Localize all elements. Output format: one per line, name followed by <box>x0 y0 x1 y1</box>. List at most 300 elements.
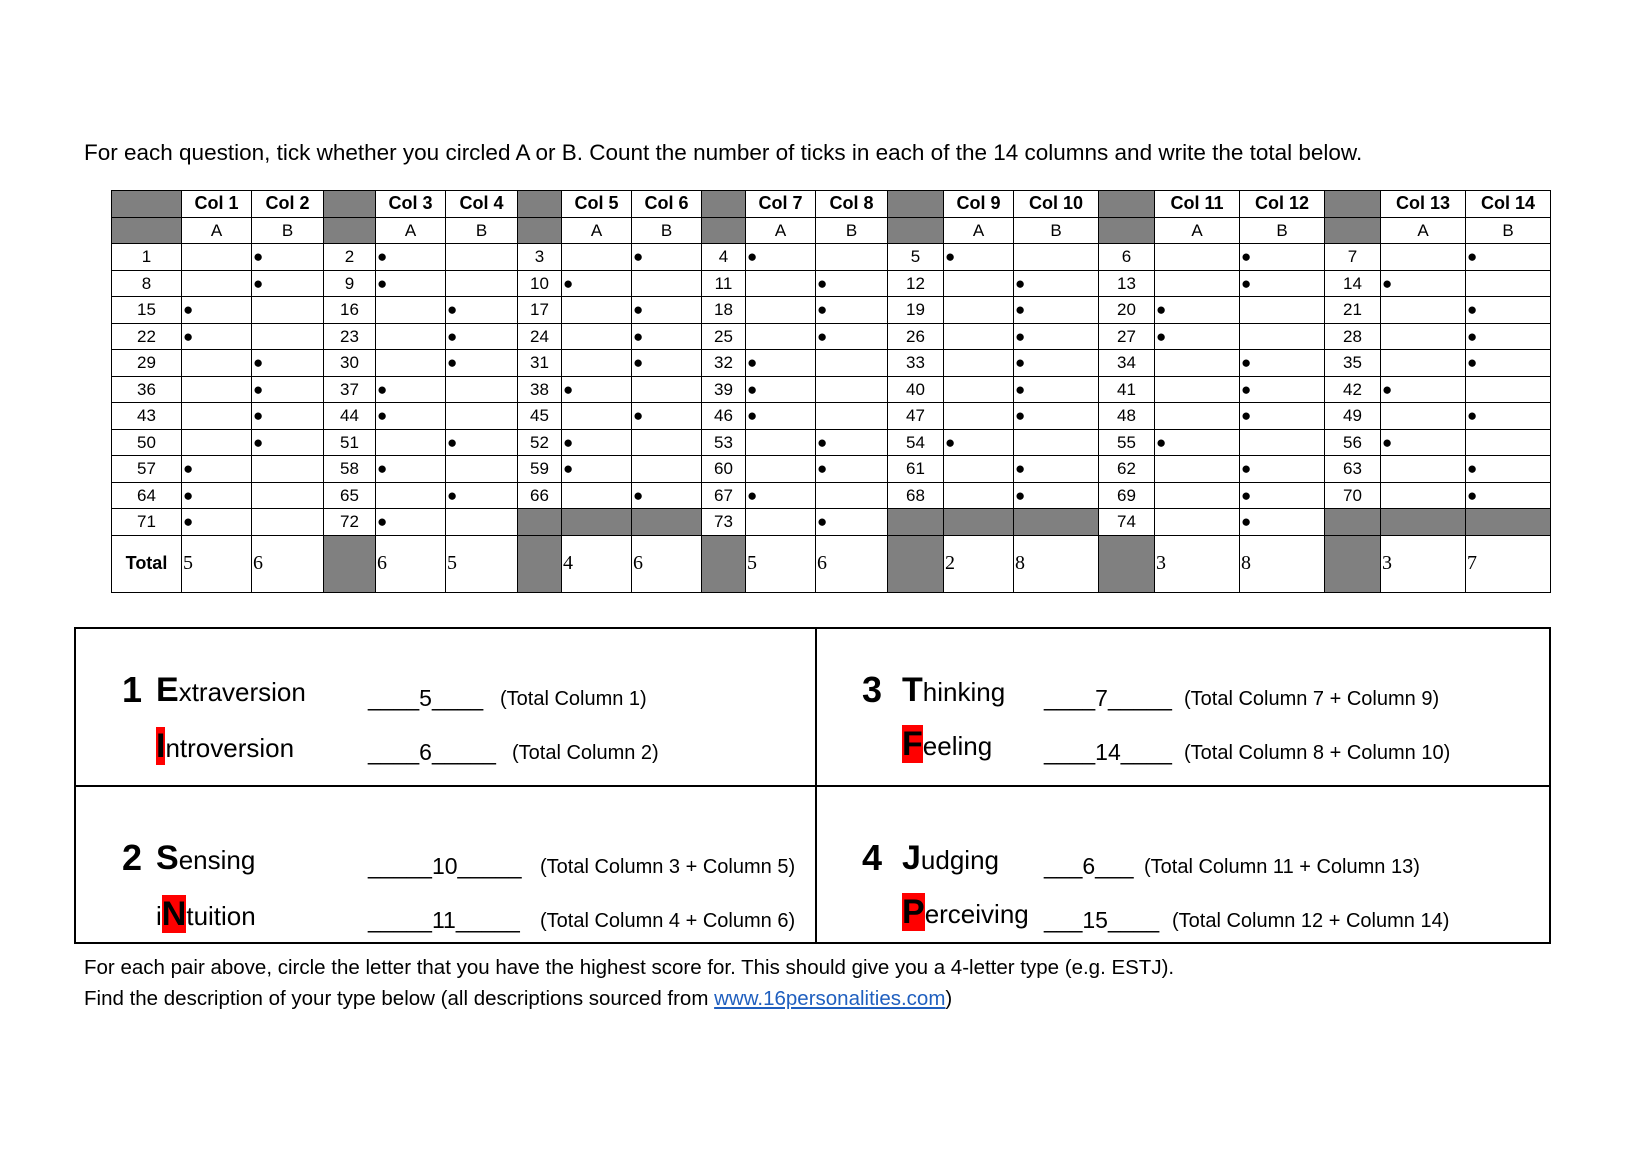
answer-b-cell[interactable] <box>252 244 324 271</box>
answer-b-cell[interactable] <box>1014 482 1099 509</box>
answer-b-cell[interactable] <box>1240 323 1325 350</box>
answer-a-cell[interactable] <box>562 323 632 350</box>
answer-b-cell[interactable] <box>816 429 888 456</box>
header-spacer <box>1325 217 1381 244</box>
question-number: 65 <box>324 482 376 509</box>
answer-a-cell[interactable] <box>562 297 632 324</box>
answer-b-cell[interactable] <box>252 297 324 324</box>
question-number: 62 <box>1099 456 1155 483</box>
answer-a-cell[interactable] <box>944 244 1014 271</box>
answer-b-cell[interactable] <box>1466 323 1551 350</box>
column-total[interactable]: 4 <box>562 535 632 592</box>
answer-a-cell[interactable] <box>944 350 1014 377</box>
answer-b-cell[interactable] <box>1466 429 1551 456</box>
question-number: 40 <box>888 376 944 403</box>
tick-mark: ● <box>1156 300 1167 320</box>
perceiving-initial-highlighted: P <box>902 893 925 931</box>
answer-a-cell[interactable] <box>376 323 446 350</box>
feeling-note: (Total Column 8 + Column 10) <box>1184 742 1451 764</box>
judging-score: ___6___ <box>1044 853 1134 879</box>
tick-mark: ● <box>817 300 828 320</box>
answer-b-cell[interactable] <box>1240 270 1325 297</box>
header-spacer <box>324 191 376 218</box>
answer-a-cell[interactable] <box>1381 244 1466 271</box>
introversion-rest: ntroversion <box>165 733 295 763</box>
introversion-score: ____6_____ <box>368 739 496 765</box>
answer-a-cell[interactable] <box>1155 244 1240 271</box>
extraversion-score: ____5____ <box>368 685 484 711</box>
question-number: 25 <box>702 323 746 350</box>
question-number: 45 <box>518 403 562 430</box>
answer-b-cell[interactable] <box>446 403 518 430</box>
answer-b-cell[interactable] <box>1466 244 1551 271</box>
column-header: Col 14 <box>1466 191 1551 218</box>
tick-mark: ● <box>253 273 264 293</box>
answer-b-cell[interactable] <box>252 403 324 430</box>
answer-a-cell[interactable] <box>746 456 816 483</box>
tick-mark: ● <box>377 273 388 293</box>
column-header: Col 10 <box>1014 191 1099 218</box>
answer-a-cell[interactable] <box>182 270 252 297</box>
answer-b-cell[interactable] <box>1240 509 1325 536</box>
answer-a-cell[interactable] <box>944 270 1014 297</box>
judging-label <box>902 839 999 878</box>
tick-mark: ● <box>747 353 758 373</box>
question-number: 74 <box>1099 509 1155 536</box>
column-header: Col 11 <box>1155 191 1240 218</box>
tick-mark: ● <box>1015 326 1026 346</box>
answer-b-cell[interactable] <box>1240 429 1325 456</box>
answer-b-cell[interactable] <box>1466 482 1551 509</box>
question-number: 41 <box>1099 376 1155 403</box>
answer-b-cell[interactable] <box>816 270 888 297</box>
answer-a-cell[interactable] <box>182 323 252 350</box>
answer-b-cell[interactable] <box>816 456 888 483</box>
tick-mark: ● <box>633 406 644 426</box>
answer-a-cell[interactable] <box>944 376 1014 403</box>
answer-b-cell[interactable] <box>816 403 888 430</box>
answer-a-cell[interactable] <box>562 376 632 403</box>
section-1-number: 1 <box>122 669 143 710</box>
introversion-note: (Total Column 2) <box>512 742 659 764</box>
answer-b-cell[interactable] <box>1240 403 1325 430</box>
answer-b-cell[interactable] <box>1466 297 1551 324</box>
answer-b-cell[interactable] <box>816 244 888 271</box>
answer-a-cell[interactable] <box>376 456 446 483</box>
answer-b-cell[interactable] <box>1014 244 1099 271</box>
answer-a-cell[interactable] <box>1155 403 1240 430</box>
answer-b-cell[interactable] <box>632 456 702 483</box>
answer-b-cell[interactable] <box>446 376 518 403</box>
answer-b-cell[interactable] <box>1240 482 1325 509</box>
tick-mark: ● <box>1241 273 1252 293</box>
answer-a-cell[interactable] <box>1155 509 1240 536</box>
table-row <box>112 376 1551 403</box>
answer-b-cell[interactable] <box>632 482 702 509</box>
feeling-label <box>902 725 992 764</box>
answer-a-cell[interactable] <box>746 403 816 430</box>
answer-b-cell[interactable] <box>1014 403 1099 430</box>
answer-a-cell[interactable] <box>376 509 446 536</box>
answer-b-cell[interactable] <box>446 323 518 350</box>
answer-a-cell[interactable] <box>182 376 252 403</box>
answer-b-cell[interactable] <box>252 376 324 403</box>
column-total[interactable]: 3 <box>1381 535 1466 592</box>
tick-mark: ● <box>183 459 194 479</box>
answer-a-cell[interactable] <box>1155 482 1240 509</box>
answer-a-cell[interactable] <box>182 429 252 456</box>
tick-mark: ● <box>633 326 644 346</box>
column-header: Col 9 <box>944 191 1014 218</box>
tick-mark: ● <box>633 247 644 267</box>
answer-b-cell[interactable] <box>252 509 324 536</box>
question-number: 72 <box>324 509 376 536</box>
answer-b-cell[interactable] <box>252 323 324 350</box>
extraversion-initial: E <box>156 671 179 709</box>
answer-a-cell[interactable] <box>1381 482 1466 509</box>
answer-a-cell[interactable] <box>182 403 252 430</box>
answer-a-cell[interactable] <box>1155 456 1240 483</box>
answer-b-cell[interactable] <box>632 403 702 430</box>
answer-a-cell[interactable] <box>746 323 816 350</box>
column-total[interactable]: 8 <box>1240 535 1325 592</box>
total-label: Total <box>112 535 182 592</box>
column-total[interactable]: 8 <box>1014 535 1099 592</box>
tick-mark: ● <box>377 406 388 426</box>
tick-mark: ● <box>183 485 194 505</box>
answer-a-cell[interactable] <box>746 244 816 271</box>
question-number: 37 <box>324 376 376 403</box>
answer-b-cell[interactable] <box>446 350 518 377</box>
answer-b-cell[interactable] <box>1014 270 1099 297</box>
tick-mark: ● <box>747 379 758 399</box>
perceiving-label <box>902 893 1029 932</box>
question-number: 57 <box>112 456 182 483</box>
option-a-header: A <box>562 217 632 244</box>
answer-a-cell[interactable] <box>376 350 446 377</box>
answer-b-cell[interactable] <box>1466 403 1551 430</box>
answer-b-cell[interactable] <box>252 456 324 483</box>
answer-a-cell[interactable] <box>1155 297 1240 324</box>
question-number: 23 <box>324 323 376 350</box>
answer-b-cell[interactable] <box>632 270 702 297</box>
answer-b-cell[interactable] <box>816 376 888 403</box>
tick-mark: ● <box>633 300 644 320</box>
question-number: 6 <box>1099 244 1155 271</box>
intuition-rest: tuition <box>186 901 256 931</box>
column-header: Col 2 <box>252 191 324 218</box>
answer-a-cell[interactable] <box>944 323 1014 350</box>
total-spacer <box>324 535 376 592</box>
feeling-initial-highlighted: F <box>902 725 923 763</box>
question-number: 24 <box>518 323 562 350</box>
tick-mark: ● <box>253 379 264 399</box>
sensing-note: (Total Column 3 + Column 5) <box>540 856 796 878</box>
answer-b-cell[interactable] <box>1014 323 1099 350</box>
tick-mark: ● <box>1015 379 1026 399</box>
answer-b-cell[interactable] <box>1240 456 1325 483</box>
tick-mark: ● <box>1015 406 1026 426</box>
column-total[interactable]: 2 <box>944 535 1014 592</box>
header-spacer <box>1099 217 1155 244</box>
answer-b-cell[interactable] <box>1014 429 1099 456</box>
answer-b-cell[interactable] <box>632 297 702 324</box>
answer-b-cell[interactable] <box>632 429 702 456</box>
header-spacer <box>518 217 562 244</box>
question-number: 13 <box>1099 270 1155 297</box>
answer-b-cell[interactable] <box>632 350 702 377</box>
answer-a-cell[interactable] <box>376 376 446 403</box>
answer-b-cell[interactable] <box>1014 376 1099 403</box>
empty-cell <box>1325 509 1381 536</box>
option-a-header: A <box>376 217 446 244</box>
column-header: Col 3 <box>376 191 446 218</box>
tick-mark: ● <box>1382 432 1393 452</box>
answer-a-cell[interactable] <box>562 244 632 271</box>
column-total[interactable]: 5 <box>746 535 816 592</box>
option-b-header: B <box>1014 217 1099 244</box>
answer-a-cell[interactable] <box>746 376 816 403</box>
answer-b-cell[interactable] <box>1466 350 1551 377</box>
answer-a-cell[interactable] <box>182 350 252 377</box>
question-number: 3 <box>518 244 562 271</box>
question-number: 16 <box>324 297 376 324</box>
column-total[interactable]: 3 <box>1155 535 1240 592</box>
perceiving-score: ___15____ <box>1044 907 1160 933</box>
answer-b-cell[interactable] <box>446 482 518 509</box>
tick-mark: ● <box>1241 459 1252 479</box>
answer-b-cell[interactable] <box>1240 244 1325 271</box>
question-number: 28 <box>1325 323 1381 350</box>
answer-a-cell[interactable] <box>1381 323 1466 350</box>
column-total[interactable]: 6 <box>632 535 702 592</box>
answer-a-cell[interactable] <box>944 482 1014 509</box>
tick-mark: ● <box>563 459 574 479</box>
tick-mark: ● <box>1015 300 1026 320</box>
answer-a-cell[interactable] <box>944 456 1014 483</box>
sensing-initial: S <box>156 839 179 877</box>
answer-b-cell[interactable] <box>1466 456 1551 483</box>
answer-a-cell[interactable] <box>1381 270 1466 297</box>
column-total[interactable]: 6 <box>816 535 888 592</box>
answer-a-cell[interactable] <box>1381 297 1466 324</box>
tick-mark: ● <box>1015 273 1026 293</box>
question-number: 31 <box>518 350 562 377</box>
answer-b-cell[interactable] <box>446 509 518 536</box>
answer-a-cell[interactable] <box>746 482 816 509</box>
answer-a-cell[interactable] <box>746 350 816 377</box>
judging-initial: J <box>902 839 921 877</box>
column-total[interactable]: 5 <box>182 535 252 592</box>
column-header: Col 1 <box>182 191 252 218</box>
judging-rest: udging <box>920 845 999 875</box>
answer-a-cell[interactable] <box>562 270 632 297</box>
answer-a-cell[interactable] <box>376 244 446 271</box>
totals-row <box>112 535 1551 592</box>
answer-a-cell[interactable] <box>182 244 252 271</box>
answer-a-cell[interactable] <box>944 429 1014 456</box>
tick-mark: ● <box>633 353 644 373</box>
total-spacer <box>1099 535 1155 592</box>
answer-a-cell[interactable] <box>376 429 446 456</box>
option-b-header: B <box>1466 217 1551 244</box>
answer-a-cell[interactable] <box>1381 456 1466 483</box>
answer-a-cell[interactable] <box>562 482 632 509</box>
answer-b-cell[interactable] <box>446 429 518 456</box>
tick-mark: ● <box>1015 353 1026 373</box>
answer-b-cell[interactable] <box>1466 376 1551 403</box>
column-total[interactable]: 6 <box>376 535 446 592</box>
option-b-header: B <box>1240 217 1325 244</box>
answer-b-cell[interactable] <box>1240 297 1325 324</box>
subheader-row <box>112 217 1551 244</box>
answer-a-cell[interactable] <box>182 509 252 536</box>
tick-mark: ● <box>447 353 458 373</box>
tick-mark: ● <box>563 379 574 399</box>
column-header: Col 8 <box>816 191 888 218</box>
tick-mark: ● <box>747 485 758 505</box>
tick-mark: ● <box>447 300 458 320</box>
introversion-label <box>156 727 294 766</box>
answer-a-cell[interactable] <box>1381 350 1466 377</box>
answer-b-cell[interactable] <box>446 270 518 297</box>
answer-b-cell[interactable] <box>1466 270 1551 297</box>
answer-b-cell[interactable] <box>252 429 324 456</box>
footer-line-2 <box>84 987 952 1011</box>
answer-b-cell[interactable] <box>816 323 888 350</box>
question-number: 50 <box>112 429 182 456</box>
option-a-header: A <box>746 217 816 244</box>
answer-a-cell[interactable] <box>562 456 632 483</box>
question-number: 63 <box>1325 456 1381 483</box>
answer-a-cell[interactable] <box>1381 376 1466 403</box>
option-a-header: A <box>1381 217 1466 244</box>
thinking-label <box>902 671 1005 710</box>
question-number: 44 <box>324 403 376 430</box>
answer-a-cell[interactable] <box>376 270 446 297</box>
answer-b-cell[interactable] <box>1014 350 1099 377</box>
tick-mark: ● <box>817 326 828 346</box>
answer-b-cell[interactable] <box>632 323 702 350</box>
answer-a-cell[interactable] <box>376 482 446 509</box>
answer-a-cell[interactable] <box>1381 429 1466 456</box>
answer-b-cell[interactable] <box>816 297 888 324</box>
question-number: 46 <box>702 403 746 430</box>
answer-a-cell[interactable] <box>562 429 632 456</box>
column-total[interactable]: 7 <box>1466 535 1551 592</box>
table-row <box>112 297 1551 324</box>
tick-mark: ● <box>1382 273 1393 293</box>
answer-a-cell[interactable] <box>1155 429 1240 456</box>
intuition-label <box>156 895 256 934</box>
tick-mark: ● <box>253 247 264 267</box>
answer-a-cell[interactable] <box>562 350 632 377</box>
table-row <box>112 270 1551 297</box>
question-number: 60 <box>702 456 746 483</box>
question-number: 2 <box>324 244 376 271</box>
answer-a-cell[interactable] <box>944 403 1014 430</box>
question-number: 43 <box>112 403 182 430</box>
tick-mark: ● <box>183 300 194 320</box>
tick-mark: ● <box>1015 485 1026 505</box>
extraversion-note: (Total Column 1) <box>500 688 647 710</box>
answer-b-cell[interactable] <box>1240 350 1325 377</box>
question-number: 17 <box>518 297 562 324</box>
tick-mark: ● <box>1156 432 1167 452</box>
answer-a-cell[interactable] <box>1155 376 1240 403</box>
answer-a-cell[interactable] <box>746 429 816 456</box>
answer-a-cell[interactable] <box>746 270 816 297</box>
personalities-link[interactable]: www.16personalities.com <box>714 987 946 1010</box>
column-total[interactable]: 6 <box>252 535 324 592</box>
judging-note: (Total Column 11 + Column 13) <box>1144 856 1420 878</box>
question-number: 12 <box>888 270 944 297</box>
answer-b-cell[interactable] <box>252 482 324 509</box>
answer-b-cell[interactable] <box>446 297 518 324</box>
question-number: 73 <box>702 509 746 536</box>
header-row <box>112 191 1551 218</box>
answer-b-cell[interactable] <box>1014 297 1099 324</box>
total-spacer <box>518 535 562 592</box>
answer-a-cell[interactable] <box>376 297 446 324</box>
table-row <box>112 482 1551 509</box>
column-header: Col 13 <box>1381 191 1466 218</box>
empty-cell <box>562 509 632 536</box>
tick-mark: ● <box>1241 247 1252 267</box>
answer-a-cell[interactable] <box>1155 323 1240 350</box>
column-total[interactable]: 5 <box>446 535 518 592</box>
answer-b-cell[interactable] <box>816 509 888 536</box>
answer-b-cell[interactable] <box>446 456 518 483</box>
answer-a-cell[interactable] <box>182 297 252 324</box>
answer-b-cell[interactable] <box>632 244 702 271</box>
answer-a-cell[interactable] <box>746 509 816 536</box>
question-number: 67 <box>702 482 746 509</box>
answer-a-cell[interactable] <box>376 403 446 430</box>
tick-mark: ● <box>1156 326 1167 346</box>
question-number: 49 <box>1325 403 1381 430</box>
option-a-header: A <box>182 217 252 244</box>
footer-line-2-suffix: ) <box>945 987 953 1010</box>
question-number: 56 <box>1325 429 1381 456</box>
answer-a-cell[interactable] <box>944 297 1014 324</box>
answer-b-cell[interactable] <box>252 270 324 297</box>
answer-b-cell[interactable] <box>632 376 702 403</box>
answer-b-cell[interactable] <box>1240 376 1325 403</box>
answer-a-cell[interactable] <box>1155 270 1240 297</box>
question-number: 48 <box>1099 403 1155 430</box>
answer-a-cell[interactable] <box>1381 403 1466 430</box>
empty-cell <box>632 509 702 536</box>
question-number: 11 <box>702 270 746 297</box>
perceiving-rest: erceiving <box>924 899 1029 929</box>
answer-a-cell[interactable] <box>562 403 632 430</box>
score-box-horizontal-divider <box>76 785 1549 787</box>
answer-a-cell[interactable] <box>1155 350 1240 377</box>
tick-mark: ● <box>1467 353 1478 373</box>
header-spacer <box>1099 191 1155 218</box>
answer-b-cell[interactable] <box>252 350 324 377</box>
table-row <box>112 323 1551 350</box>
answer-b-cell[interactable] <box>816 350 888 377</box>
answer-b-cell[interactable] <box>816 482 888 509</box>
answer-b-cell[interactable] <box>1014 456 1099 483</box>
answer-a-cell[interactable] <box>182 482 252 509</box>
answer-a-cell[interactable] <box>746 297 816 324</box>
question-number: 1 <box>112 244 182 271</box>
answer-b-cell[interactable] <box>446 244 518 271</box>
answer-a-cell[interactable] <box>182 456 252 483</box>
